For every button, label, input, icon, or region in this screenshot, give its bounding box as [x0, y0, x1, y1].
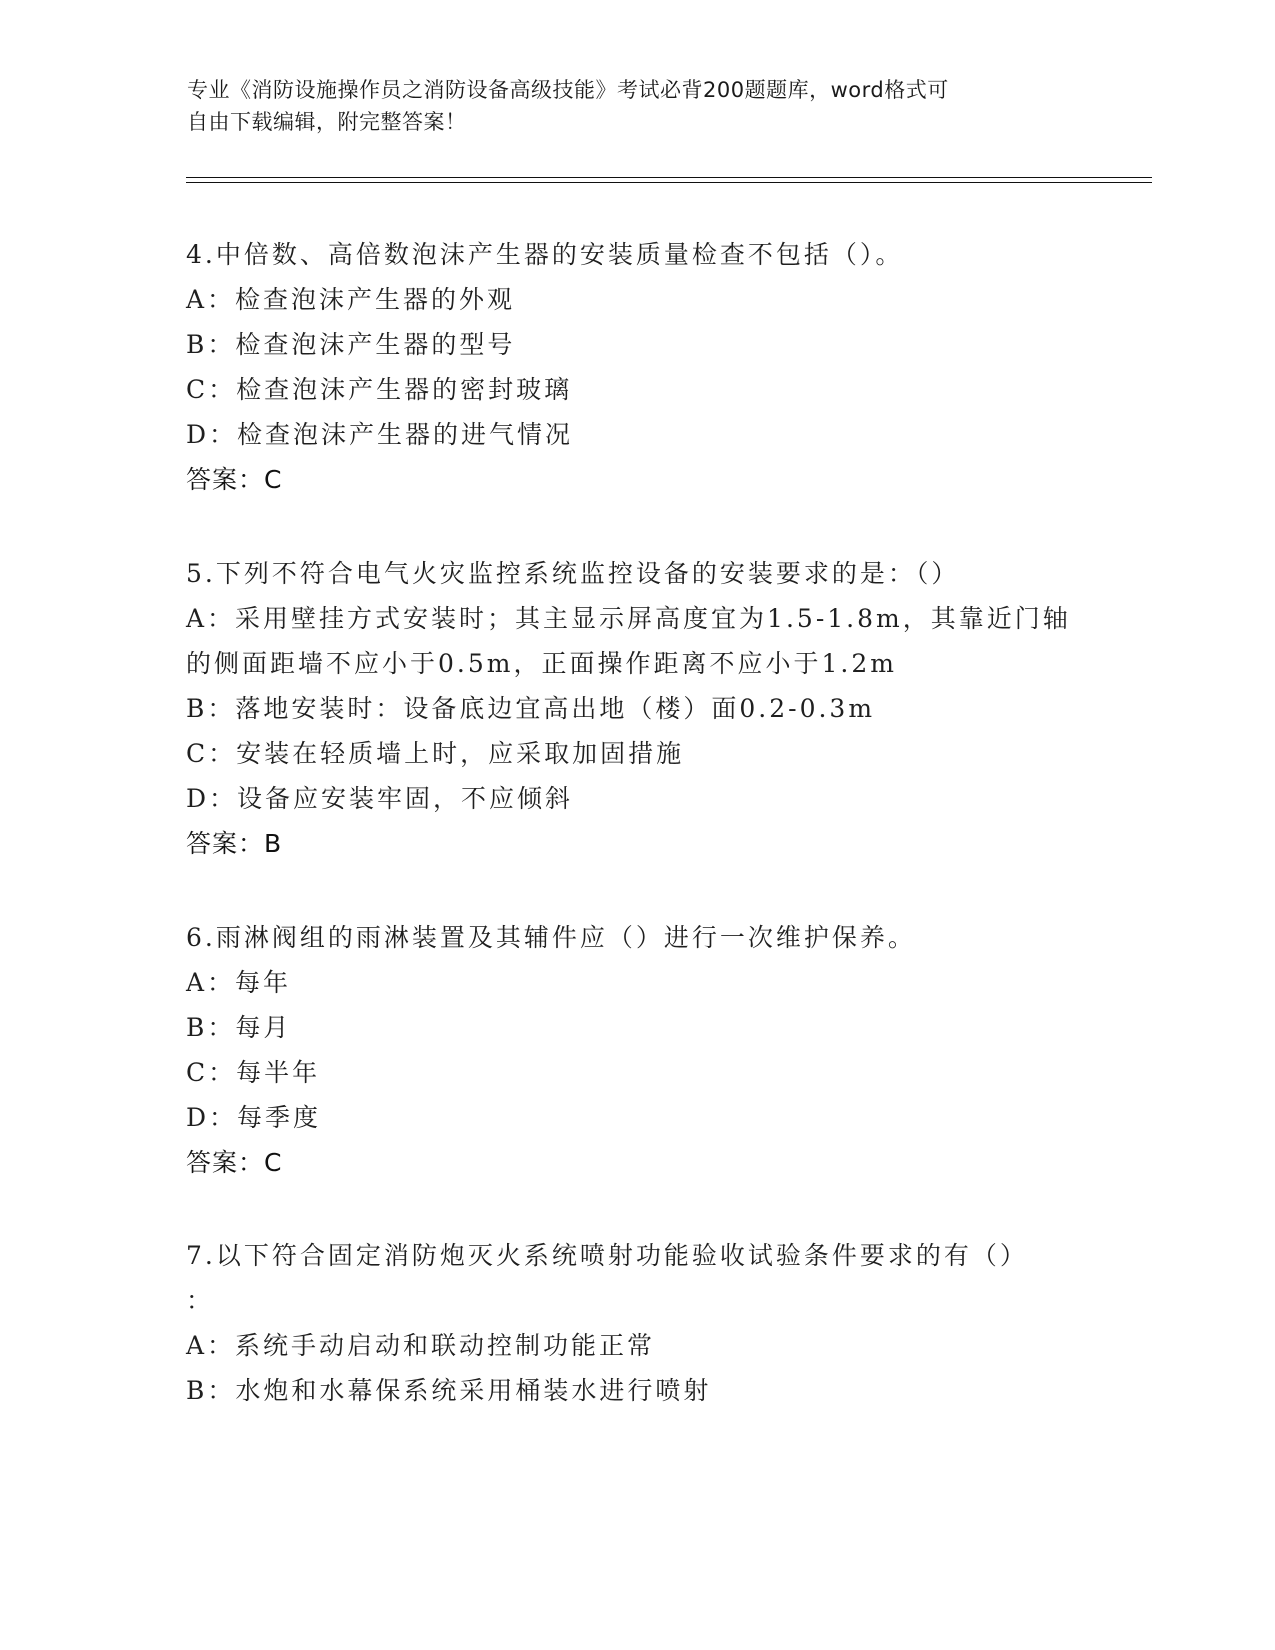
- answer-line: 答案：C: [186, 465, 283, 494]
- option-b: B：每月: [186, 1013, 292, 1042]
- question-4: [186, 232, 1106, 502]
- question-stem: 7.以下符合固定消防炮灭火系统喷射功能验收试验条件要求的有（）: [186, 1241, 1028, 1270]
- document-header: [187, 74, 1067, 138]
- option-a-continued: 的侧面距墙不应小于0.5m，正面操作距离不应小于1.2m: [186, 649, 897, 678]
- option-b: B：检查泡沫产生器的型号: [186, 330, 516, 359]
- option-a: A：采用壁挂方式安装时；其主显示屏高度宜为1.5-1.8m，其靠近门轴: [186, 604, 1071, 633]
- option-a: A：每年: [186, 968, 292, 997]
- option-d: D：检查泡沫产生器的进气情况: [186, 420, 574, 449]
- option-d: D：设备应安装牢固，不应倾斜: [186, 784, 574, 813]
- option-a: A：系统手动启动和联动控制功能正常: [186, 1331, 656, 1360]
- question-stem: 6.雨淋阀组的雨淋装置及其辅件应（）进行一次维护保养。: [186, 923, 916, 952]
- header-divider-bottom: [186, 182, 1152, 183]
- question-5: [186, 551, 1106, 866]
- answer-line: 答案：B: [186, 829, 283, 858]
- question-stem: 5.下列不符合电气火灾监控系统监控设备的安装要求的是：（）: [186, 559, 960, 588]
- header-line-1: 专业《消防设施操作员之消防设备高级技能》考试必背200题题库，word格式可: [187, 78, 949, 102]
- question-6: [186, 915, 1106, 1185]
- question-stem: 4.中倍数、高倍数泡沫产生器的安装质量检查不包括（）。: [186, 240, 904, 269]
- option-c: C：安装在轻质墙上时，应采取加固措施: [186, 739, 685, 768]
- question-7: [186, 1233, 1106, 1413]
- option-a: A：检查泡沫产生器的外观: [186, 285, 516, 314]
- option-b: B：水炮和水幕保系统采用桶装水进行喷射: [186, 1376, 712, 1405]
- option-c: C：每半年: [186, 1058, 321, 1087]
- option-c: C：检查泡沫产生器的密封玻璃: [186, 375, 573, 404]
- header-divider-top: [186, 177, 1152, 178]
- header-line-2: 自由下载编辑，附完整答案！: [187, 110, 467, 134]
- option-d: D：每季度: [186, 1103, 322, 1132]
- answer-line: 答案：C: [186, 1148, 283, 1177]
- option-b: B：落地安装时：设备底边宜高出地（楼）面0.2-0.3m: [186, 694, 876, 723]
- question-stem-continued: ：: [186, 1286, 215, 1315]
